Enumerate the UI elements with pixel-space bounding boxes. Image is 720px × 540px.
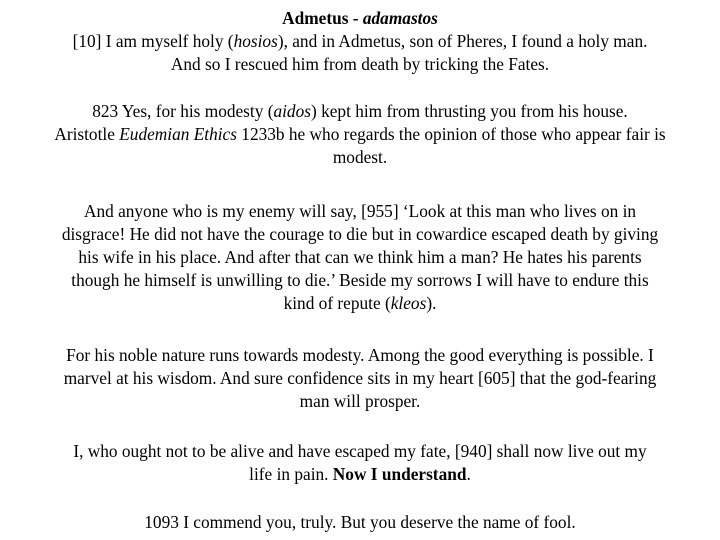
passage-line: though he himself is unwilling to die.’ Beside my sorrows I will have to endure this xyxy=(71,270,649,290)
passage-line xyxy=(4,123,716,146)
heading-line xyxy=(4,7,716,30)
passage-admetus-holy xyxy=(0,7,720,76)
passage-understand xyxy=(0,440,720,486)
passage-line xyxy=(4,463,716,486)
passage-fool xyxy=(0,511,720,534)
passage-line xyxy=(4,100,716,123)
passage-text: ), and in Admetus, son of Pheres, I found a holy man. xyxy=(277,31,648,51)
passage-text: kind of repute ( xyxy=(283,293,391,313)
passage-line: marvel at his wisdom. And sure confidence sits in my heart [605] that the god-fearing xyxy=(63,368,657,388)
passage-text: ). xyxy=(426,293,437,313)
passage-text: ) kept him from thrusting you from his house. xyxy=(310,101,628,121)
passage-text: [10] I am myself holy ( xyxy=(72,31,234,51)
passage-line: I, who ought not to be alive and have escaped my fate, [940] shall now live out my xyxy=(73,441,647,461)
heading-separator: - xyxy=(348,8,363,28)
heading-term: adamastos xyxy=(362,8,438,28)
passage-line: And anyone who is my enemy will say, [955] ‘Look at this man who lives on in xyxy=(83,201,637,221)
passage-enemy xyxy=(0,200,720,315)
passage-line xyxy=(4,30,716,53)
passage-line: disgrace! He did not have the courage to die but in cowardice escaped death by giving xyxy=(61,224,659,244)
passage-line: 1093 I commend you, truly. But you deserve the name of fool. xyxy=(144,512,576,532)
passage-text: Aristotle xyxy=(54,124,120,144)
passage-noble-nature xyxy=(0,344,720,413)
greek-term: kleos xyxy=(390,293,427,313)
work-title: Eudemian Ethics xyxy=(119,124,237,144)
passage-line xyxy=(4,292,716,315)
emphasis-text: Now I understand xyxy=(332,464,467,484)
passage-modesty xyxy=(0,100,720,169)
passage-line: And so I rescued him from death by tricking the Fates. xyxy=(170,54,550,74)
passage-text: 1233b he who regards the opinion of those who appear fair is xyxy=(236,124,666,144)
passage-text: 823 Yes, for his modesty ( xyxy=(92,101,274,121)
passage-line: modest. xyxy=(332,147,388,167)
passage-line: his wife in his place. And after that can we think him a man? He hates his parents xyxy=(78,247,642,267)
passage-text: life in pain. xyxy=(249,464,333,484)
passage-text: . xyxy=(466,464,471,484)
passage-line: man will prosper. xyxy=(299,391,421,411)
greek-term: hosios xyxy=(233,31,278,51)
greek-term: aidos xyxy=(273,101,311,121)
heading-name: Admetus xyxy=(282,8,349,28)
passage-line: For his noble nature runs towards modesty. Among the good everything is possible. I xyxy=(66,345,654,365)
